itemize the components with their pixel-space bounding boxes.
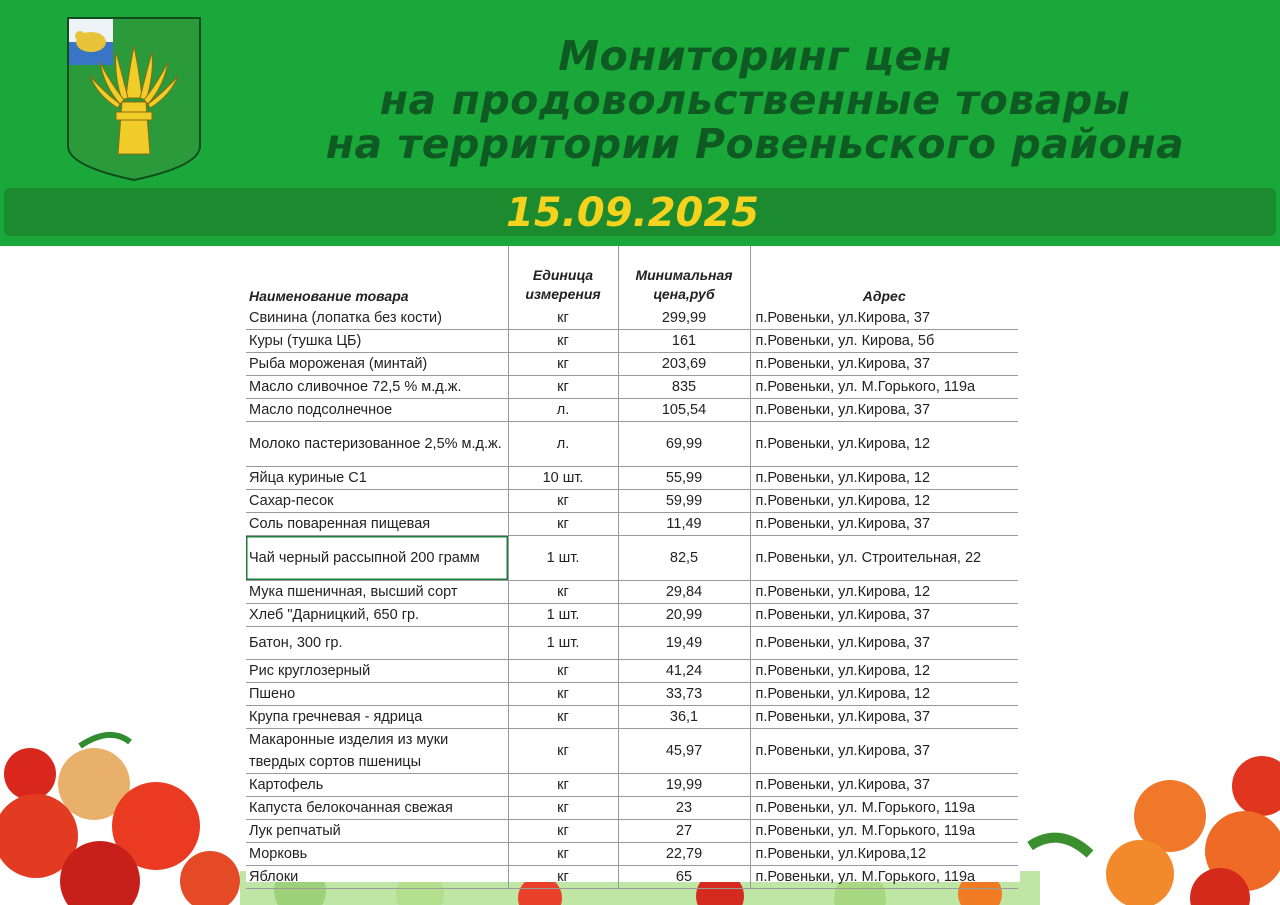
header-product-name: Наименование товара xyxy=(249,288,409,304)
cell-product-name[interactable]: Капуста белокочанная свежая xyxy=(246,797,508,820)
cell-product-name[interactable]: Свинина (лопатка без кости) xyxy=(246,307,508,330)
cell-price[interactable]: 19,49 xyxy=(618,627,750,660)
cell-product-name[interactable]: Хлеб "Дарницкий, 650 гр. xyxy=(246,604,508,627)
cell-product-name[interactable]: Масло сливочное 72,5 % м.д.ж. xyxy=(246,376,508,399)
cell-address[interactable]: п.Ровеньки, ул. М.Горького, 119а xyxy=(750,376,1018,399)
cell-product-name[interactable]: Морковь xyxy=(246,843,508,866)
price-table-container xyxy=(246,246,1020,885)
cell-address[interactable]: п.Ровеньки, ул. М.Горького, 119а xyxy=(750,797,1018,820)
cell-product-name[interactable]: Сахар-песок xyxy=(246,490,508,513)
table-row xyxy=(246,330,1018,353)
table-row xyxy=(246,467,1018,490)
cell-price[interactable]: 835 xyxy=(618,376,750,399)
cell-price[interactable]: 33,73 xyxy=(618,683,750,706)
cell-address[interactable]: п.Ровеньки, ул.Кирова, 12 xyxy=(750,660,1018,683)
cell-price[interactable]: 45,97 xyxy=(618,729,750,774)
table-row xyxy=(246,706,1018,729)
cell-unit[interactable]: 1 шт. xyxy=(508,604,618,627)
cell-unit[interactable]: кг xyxy=(508,729,618,774)
header-price-line-2: цена,руб xyxy=(653,286,715,302)
cell-price[interactable]: 69,99 xyxy=(618,422,750,467)
cell-address[interactable]: п.Ровеньки, ул.Кирова, 37 xyxy=(750,774,1018,797)
cell-product-name[interactable]: Рыба мороженая (минтай) xyxy=(246,353,508,376)
cell-product-name[interactable]: Куры (тушка ЦБ) xyxy=(246,330,508,353)
table-body xyxy=(246,307,1018,889)
cell-unit[interactable]: л. xyxy=(508,399,618,422)
header-unit-line-1: Единица xyxy=(532,267,594,283)
cell-price[interactable]: 41,24 xyxy=(618,660,750,683)
cell-product-name[interactable]: Макаронные изделия из муки твердых сортов пшеницы xyxy=(246,729,508,774)
table-row xyxy=(246,683,1018,706)
cell-unit[interactable]: 1 шт. xyxy=(508,536,618,581)
cell-unit[interactable]: 10 шт. xyxy=(508,467,618,490)
header-address: Адрес xyxy=(750,246,1018,307)
cell-price[interactable]: 11,49 xyxy=(618,513,750,536)
cell-unit[interactable]: кг xyxy=(508,866,618,889)
cell-unit[interactable]: кг xyxy=(508,683,618,706)
coat-of-arms-icon xyxy=(66,16,202,182)
page-title xyxy=(260,34,1250,166)
title-line-3: на территории Ровеньского района xyxy=(325,120,1185,168)
cell-product-name[interactable]: Молоко пастеризованное 2,5% м.д.ж. xyxy=(246,422,508,467)
cell-product-name[interactable]: Картофель xyxy=(246,774,508,797)
table-row xyxy=(246,353,1018,376)
cell-address[interactable]: п.Ровеньки, ул.Кирова, 37 xyxy=(750,706,1018,729)
header-price-line-1: Минимальная xyxy=(635,267,733,283)
table-row xyxy=(246,604,1018,627)
table-row xyxy=(246,307,1018,330)
cell-address[interactable]: п.Ровеньки, ул.Кирова, 37 xyxy=(750,353,1018,376)
cell-address[interactable]: п.Ровеньки, ул.Кирова, 37 xyxy=(750,729,1018,774)
table-header-row xyxy=(246,246,1018,307)
cell-unit[interactable]: кг xyxy=(508,376,618,399)
report-date: 15.09.2025 xyxy=(506,190,760,236)
cell-product-name[interactable]: Крупа гречневая - ядрица xyxy=(246,706,508,729)
cell-price[interactable]: 59,99 xyxy=(618,490,750,513)
cell-product-name[interactable]: Рис круглозерный xyxy=(246,660,508,683)
table-row xyxy=(246,820,1018,843)
cell-address[interactable]: п.Ровеньки, ул.Кирова,12 xyxy=(750,843,1018,866)
table-row xyxy=(246,627,1018,660)
cell-price[interactable]: 36,1 xyxy=(618,706,750,729)
cell-unit[interactable]: кг xyxy=(508,307,618,330)
cell-price[interactable]: 65 xyxy=(618,866,750,889)
cell-product-name[interactable]: Батон, 300 гр. xyxy=(246,627,508,660)
cell-unit[interactable]: кг xyxy=(508,820,618,843)
cell-address[interactable]: п.Ровеньки, ул.Кирова, 12 xyxy=(750,581,1018,604)
cell-address[interactable]: п.Ровеньки, ул. М.Горького, 119а xyxy=(750,866,1018,889)
cell-product-name[interactable]: Соль поваренная пищевая xyxy=(246,513,508,536)
table-row xyxy=(246,399,1018,422)
table-row xyxy=(246,729,1018,774)
price-table xyxy=(246,246,1018,889)
cell-address[interactable]: п.Ровеньки, ул.Кирова, 37 xyxy=(750,604,1018,627)
cell-address[interactable]: п.Ровеньки, ул. М.Горького, 119а xyxy=(750,820,1018,843)
cell-unit[interactable]: л. xyxy=(508,422,618,467)
cell-unit[interactable]: кг xyxy=(508,660,618,683)
cell-address[interactable]: п.Ровеньки, ул.Кирова, 12 xyxy=(750,422,1018,467)
cell-address[interactable]: п.Ровеньки, ул. Строительная, 22 xyxy=(750,536,1018,581)
cell-unit[interactable]: кг xyxy=(508,581,618,604)
table-row xyxy=(246,660,1018,683)
cell-price[interactable]: 29,84 xyxy=(618,581,750,604)
cell-address[interactable]: п.Ровеньки, ул.Кирова, 12 xyxy=(750,490,1018,513)
table-row xyxy=(246,843,1018,866)
table-row xyxy=(246,866,1018,889)
cell-unit[interactable]: кг xyxy=(508,330,618,353)
table-row xyxy=(246,422,1018,467)
cell-unit[interactable]: кг xyxy=(508,353,618,376)
table-row xyxy=(246,536,1018,581)
cell-price[interactable]: 299,99 xyxy=(618,307,750,330)
title-line-1: Мониторинг цен xyxy=(558,32,952,80)
table-row xyxy=(246,797,1018,820)
title-line-2: на продовольственные товары xyxy=(379,76,1131,124)
cell-unit[interactable]: кг xyxy=(508,490,618,513)
cell-unit[interactable]: кг xyxy=(508,774,618,797)
table-row xyxy=(246,513,1018,536)
header-unit-line-2: измерения xyxy=(525,286,601,302)
header-price xyxy=(618,246,750,307)
cell-product-name[interactable]: Лук репчатый xyxy=(246,820,508,843)
table-row xyxy=(246,581,1018,604)
cell-price[interactable]: 203,69 xyxy=(618,353,750,376)
table-row xyxy=(246,774,1018,797)
cell-address[interactable]: п.Ровеньки, ул.Кирова, 37 xyxy=(750,399,1018,422)
cell-address[interactable]: п.Ровеньки, ул.Кирова, 12 xyxy=(750,683,1018,706)
cell-price[interactable]: 22,79 xyxy=(618,843,750,866)
cell-product-name[interactable]: Мука пшеничная, высший сорт xyxy=(246,581,508,604)
cell-price[interactable]: 23 xyxy=(618,797,750,820)
cell-address[interactable]: п.Ровеньки, ул.Кирова, 12 xyxy=(750,467,1018,490)
cell-price[interactable]: 105,54 xyxy=(618,399,750,422)
table-row xyxy=(246,490,1018,513)
table-row xyxy=(246,376,1018,399)
cell-price[interactable]: 55,99 xyxy=(618,467,750,490)
cell-unit[interactable]: кг xyxy=(508,843,618,866)
cell-price[interactable]: 27 xyxy=(618,820,750,843)
cell-address[interactable]: п.Ровеньки, ул.Кирова, 37 xyxy=(750,307,1018,330)
cell-address[interactable]: п.Ровеньки, ул.Кирова, 37 xyxy=(750,513,1018,536)
cell-price[interactable]: 161 xyxy=(618,330,750,353)
cell-product-name[interactable]: Пшено xyxy=(246,683,508,706)
cell-unit[interactable]: кг xyxy=(508,513,618,536)
cell-product-name[interactable]: Масло подсолнечное xyxy=(246,399,508,422)
cell-product-name[interactable]: Яблоки xyxy=(246,866,508,889)
cell-unit[interactable]: 1 шт. xyxy=(508,627,618,660)
cell-address[interactable]: п.Ровеньки, ул.Кирова, 37 xyxy=(750,627,1018,660)
cell-unit[interactable]: кг xyxy=(508,706,618,729)
cell-product-name[interactable]: Яйца куриные С1 xyxy=(246,467,508,490)
cell-product-name[interactable]: Чай черный рассыпной 200 грамм xyxy=(246,536,508,581)
header-unit xyxy=(508,246,618,307)
cell-price[interactable]: 20,99 xyxy=(618,604,750,627)
cell-address[interactable]: п.Ровеньки, ул. Кирова, 5б xyxy=(750,330,1018,353)
cell-unit[interactable]: кг xyxy=(508,797,618,820)
cell-price[interactable]: 82,5 xyxy=(618,536,750,581)
cell-price[interactable]: 19,99 xyxy=(618,774,750,797)
